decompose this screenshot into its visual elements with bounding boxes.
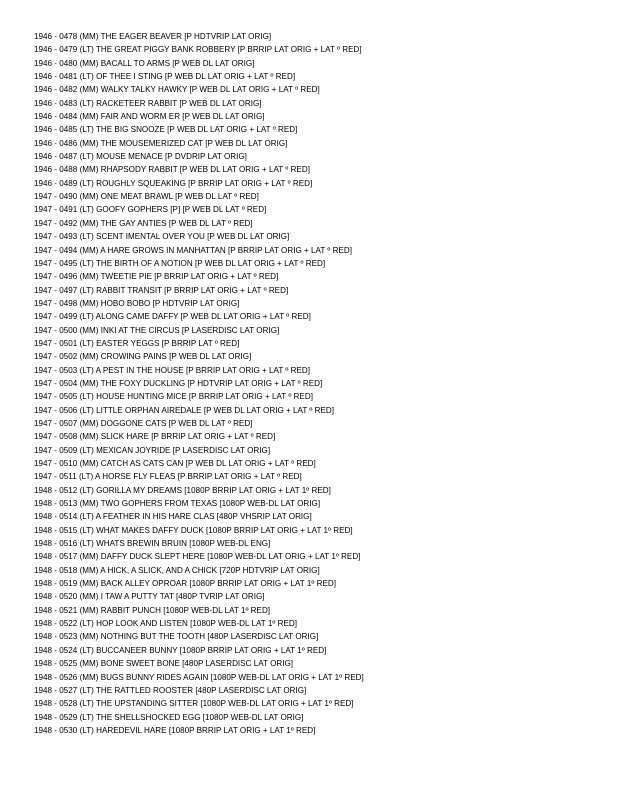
list-item: 1947 - 0510 (MM) CATCH AS CATS CAN [P WEB DL LAT ORIG + LAT º RED] — [34, 459, 316, 468]
list-item: 1948 - 0523 (MM) NOTHING BUT THE TOOTH [480P LASERDISC LAT ORIG] — [34, 632, 319, 642]
list-item: 1948 - 0516 (LT) WHATS BREWIN BRUIN [1080P WEB-DL ENG] — [34, 539, 271, 549]
list-item: 1947 - 0508 (MM) SLICK HARE [P BRRIP LAT ORIG + LAT º RED] — [34, 432, 276, 442]
list-item: 1947 - 0490 (MM) ONE MEAT BRAWL [P WEB DL LAT º RED] — [34, 192, 259, 202]
list-item: 1947 - 0495 (LT) THE BIRTH OF A NOTION [P WEB DL LAT ORIG + LAT º RED] — [34, 258, 326, 268]
list-item: 1948 - 0514 (LT) A FEATHER IN HIS HARE CLAS [480P VHSRIP LAT ORIG] — [34, 512, 312, 522]
list-item: 1947 - 0511 (LT) A HORSE FLY FLEAS [P BRRIP LAT ORIG + LAT º RED] — [34, 472, 302, 482]
list-item: 1948 - 0522 (LT) HOP LOOK AND LISTEN [1080P WEB-DL LAT 1º RED] — [34, 619, 297, 629]
list-item: 1947 - 0497 (LT) RABBIT TRANSIT [P BRRIP LAT ORIG + LAT º RED] — [34, 285, 289, 295]
list-item: 1948 - 0525 (MM) BONE SWEET BONE [480P LASERDISC LAT ORIG] — [34, 659, 294, 669]
list-item: 1946 - 0481 (LT) OF THEE I STING [P WEB DL LAT ORIG + LAT º RED] — [34, 72, 296, 82]
list-item: 1948 - 0515 (LT) WHAT MAKES DAFFY DUCK [1080P BRRIP LAT ORIG + LAT 1º RED] — [34, 525, 353, 535]
list-item: 1948 - 0517 (MM) DAFFY DUCK SLEPT HERE [1080P WEB-DL LAT ORIG + LAT 1º RED] — [34, 552, 361, 562]
list-item: 1946 - 0480 (MM) BACALL TO ARMS [P WEB DL LAT ORIG] — [34, 58, 255, 68]
list-item: 1947 - 0500 (MM) INKI AT THE CIRCUS [P LASERDISC LAT ORIG] — [34, 325, 280, 335]
list-item: 1947 - 0502 (MM) CROWING PAINS [P WEB DL LAT ORIG] — [34, 352, 252, 362]
list-item: 1947 - 0506 (LT) LITTLE ORPHAN AIREDALE [P WEB DL LAT ORIG + LAT º RED] — [34, 405, 335, 415]
list-item: 1947 - 0498 (MM) HOBO BOBO [P HDTVRIP LAT ORIG] — [34, 298, 240, 308]
list-item: 1947 - 0493 (LT) SCENT IMENTAL OVER YOU [P WEB DL LAT ORIG] — [34, 232, 290, 242]
list-item: 1948 - 0526 (MM) BUGS BUNNY RIDES AGAIN [1080P WEB-DL LAT ORIG + LAT 1º RED] — [34, 672, 364, 682]
list-item: 1946 - 0485 (LT) THE BIG SNOOZE [P WEB DL LAT ORIG + LAT º RED] — [34, 125, 298, 135]
list-item: 1948 - 0529 (LT) THE SHELLSHOCKED EGG [1080P WEB-DL LAT ORIG] — [34, 712, 304, 722]
list-item: 1946 - 0486 (MM) THE MOUSEMERIZED CAT [P WEB DL LAT ORIG] — [34, 138, 288, 148]
list-item: 1946 - 0479 (LT) THE GREAT PIGGY BANK ROBBERY [P BRRIP LAT ORIG + LAT º RED] — [34, 45, 362, 55]
list-item: 1948 - 0513 (MM) TWO GOPHERS FROM TEXAS [1080P WEB-DL LAT ORIG] — [34, 499, 321, 509]
list-item: 1946 - 0482 (MM) WALKY TALKY HAWKY [P WEB DL LAT ORIG + LAT º RED] — [34, 85, 320, 95]
list-item: 1946 - 0489 (LT) ROUGHLY SQUEAKING [P BRRIP LAT ORIG + LAT º RED] — [34, 178, 313, 188]
list-item: 1946 - 0487 (LT) MOUSE MENACE [P DVDRIP LAT ORIG] — [34, 152, 247, 162]
list-item: 1948 - 0527 (LT) THE RATTLED ROOSTER [480P LASERDISC LAT ORIG] — [34, 685, 307, 695]
list-item: 1947 - 0501 (LT) EASTER YEGGS [P BRRIP LAT º RED] — [34, 338, 240, 348]
list-item: 1947 - 0494 (MM) A HARE GROWS IN MANHATTAN [P BRRIP LAT ORIG + LAT º RED] — [34, 245, 352, 255]
list-item: 1947 - 0507 (MM) DOGGONE CATS [P WEB DL LAT º RED] — [34, 418, 253, 428]
episode-list — [34, 30, 588, 737]
list-item: 1948 - 0524 (LT) BUCCANEER BUNNY [1080P BRRIP LAT ORIG + LAT 1º RED] — [34, 645, 327, 655]
list-item: 1947 - 0492 (MM) THE GAY ANTIES [P WEB DL LAT º RED] — [34, 218, 253, 228]
list-item: 1948 - 0530 (LT) HAREDEVIL HARE [1080P BRRIP LAT ORIG + LAT 1º RED] — [34, 725, 316, 735]
list-item: 1947 - 0509 (LT) MEXICAN JOYRIDE [P LASERDISC LAT ORIG] — [34, 445, 271, 455]
list-item: 1947 - 0491 (LT) GOOFY GOPHERS [P] [P WEB DL LAT º RED] — [34, 205, 267, 215]
list-item: 1946 - 0488 (MM) RHAPSODY RABBIT [P WEB DL LAT ORIG + LAT º RED] — [34, 165, 310, 175]
list-item: 1947 - 0496 (MM) TWEETIE PIE [P BRRIP LAT ORIG + LAT º RED] — [34, 272, 279, 282]
list-item: 1948 - 0521 (MM) RABBIT PUNCH [1080P WEB-DL LAT 1º RED] — [34, 605, 271, 615]
list-item: 1946 - 0483 (LT) RACKETEER RABBIT [P WEB DL LAT ORIG] — [34, 98, 262, 108]
list-item: 1947 - 0505 (LT) HOUSE HUNTING MICE [P BRRIP LAT ORIG + LAT º RED] — [34, 392, 313, 402]
list-item: 1946 - 0484 (MM) FAIR AND WORM ER [P WEB DL LAT ORIG] — [34, 112, 265, 122]
list-item: 1948 - 0519 (MM) BACK ALLEY OPROAR [1080P BRRIP LAT ORIG + LAT 1º RED] — [34, 579, 336, 589]
list-item: 1947 - 0499 (LT) ALONG CAME DAFFY [P WEB DL LAT ORIG + LAT º RED] — [34, 312, 311, 322]
list-item: 1948 - 0528 (LT) THE UPSTANDING SITTER [1080P WEB-DL LAT ORIG + LAT 1º RED] — [34, 699, 354, 709]
list-item: 1947 - 0504 (MM) THE FOXY DUCKLING [P HDTVRIP LAT ORIG + LAT º RED] — [34, 378, 323, 388]
list-item: 1948 - 0520 (MM) I TAW A PUTTY TAT [480P TVRIP LAT ORIG] — [34, 592, 265, 602]
list-item: 1947 - 0503 (LT) A PEST IN THE HOUSE [P BRRIP LAT ORIG + LAT º RED] — [34, 365, 310, 375]
list-item: 1948 - 0512 (LT) GORILLA MY DREAMS [1080P BRRIP LAT ORIG + LAT 1º RED] — [34, 485, 331, 495]
list-item: 1948 - 0518 (MM) A HICK, A SLICK, AND A CHICK [720P HDTVRIP LAT ORIG] — [34, 565, 320, 575]
list-item: 1946 - 0478 (MM) THE EAGER BEAVER [P HDTVRIP LAT ORIG] — [34, 32, 272, 41]
